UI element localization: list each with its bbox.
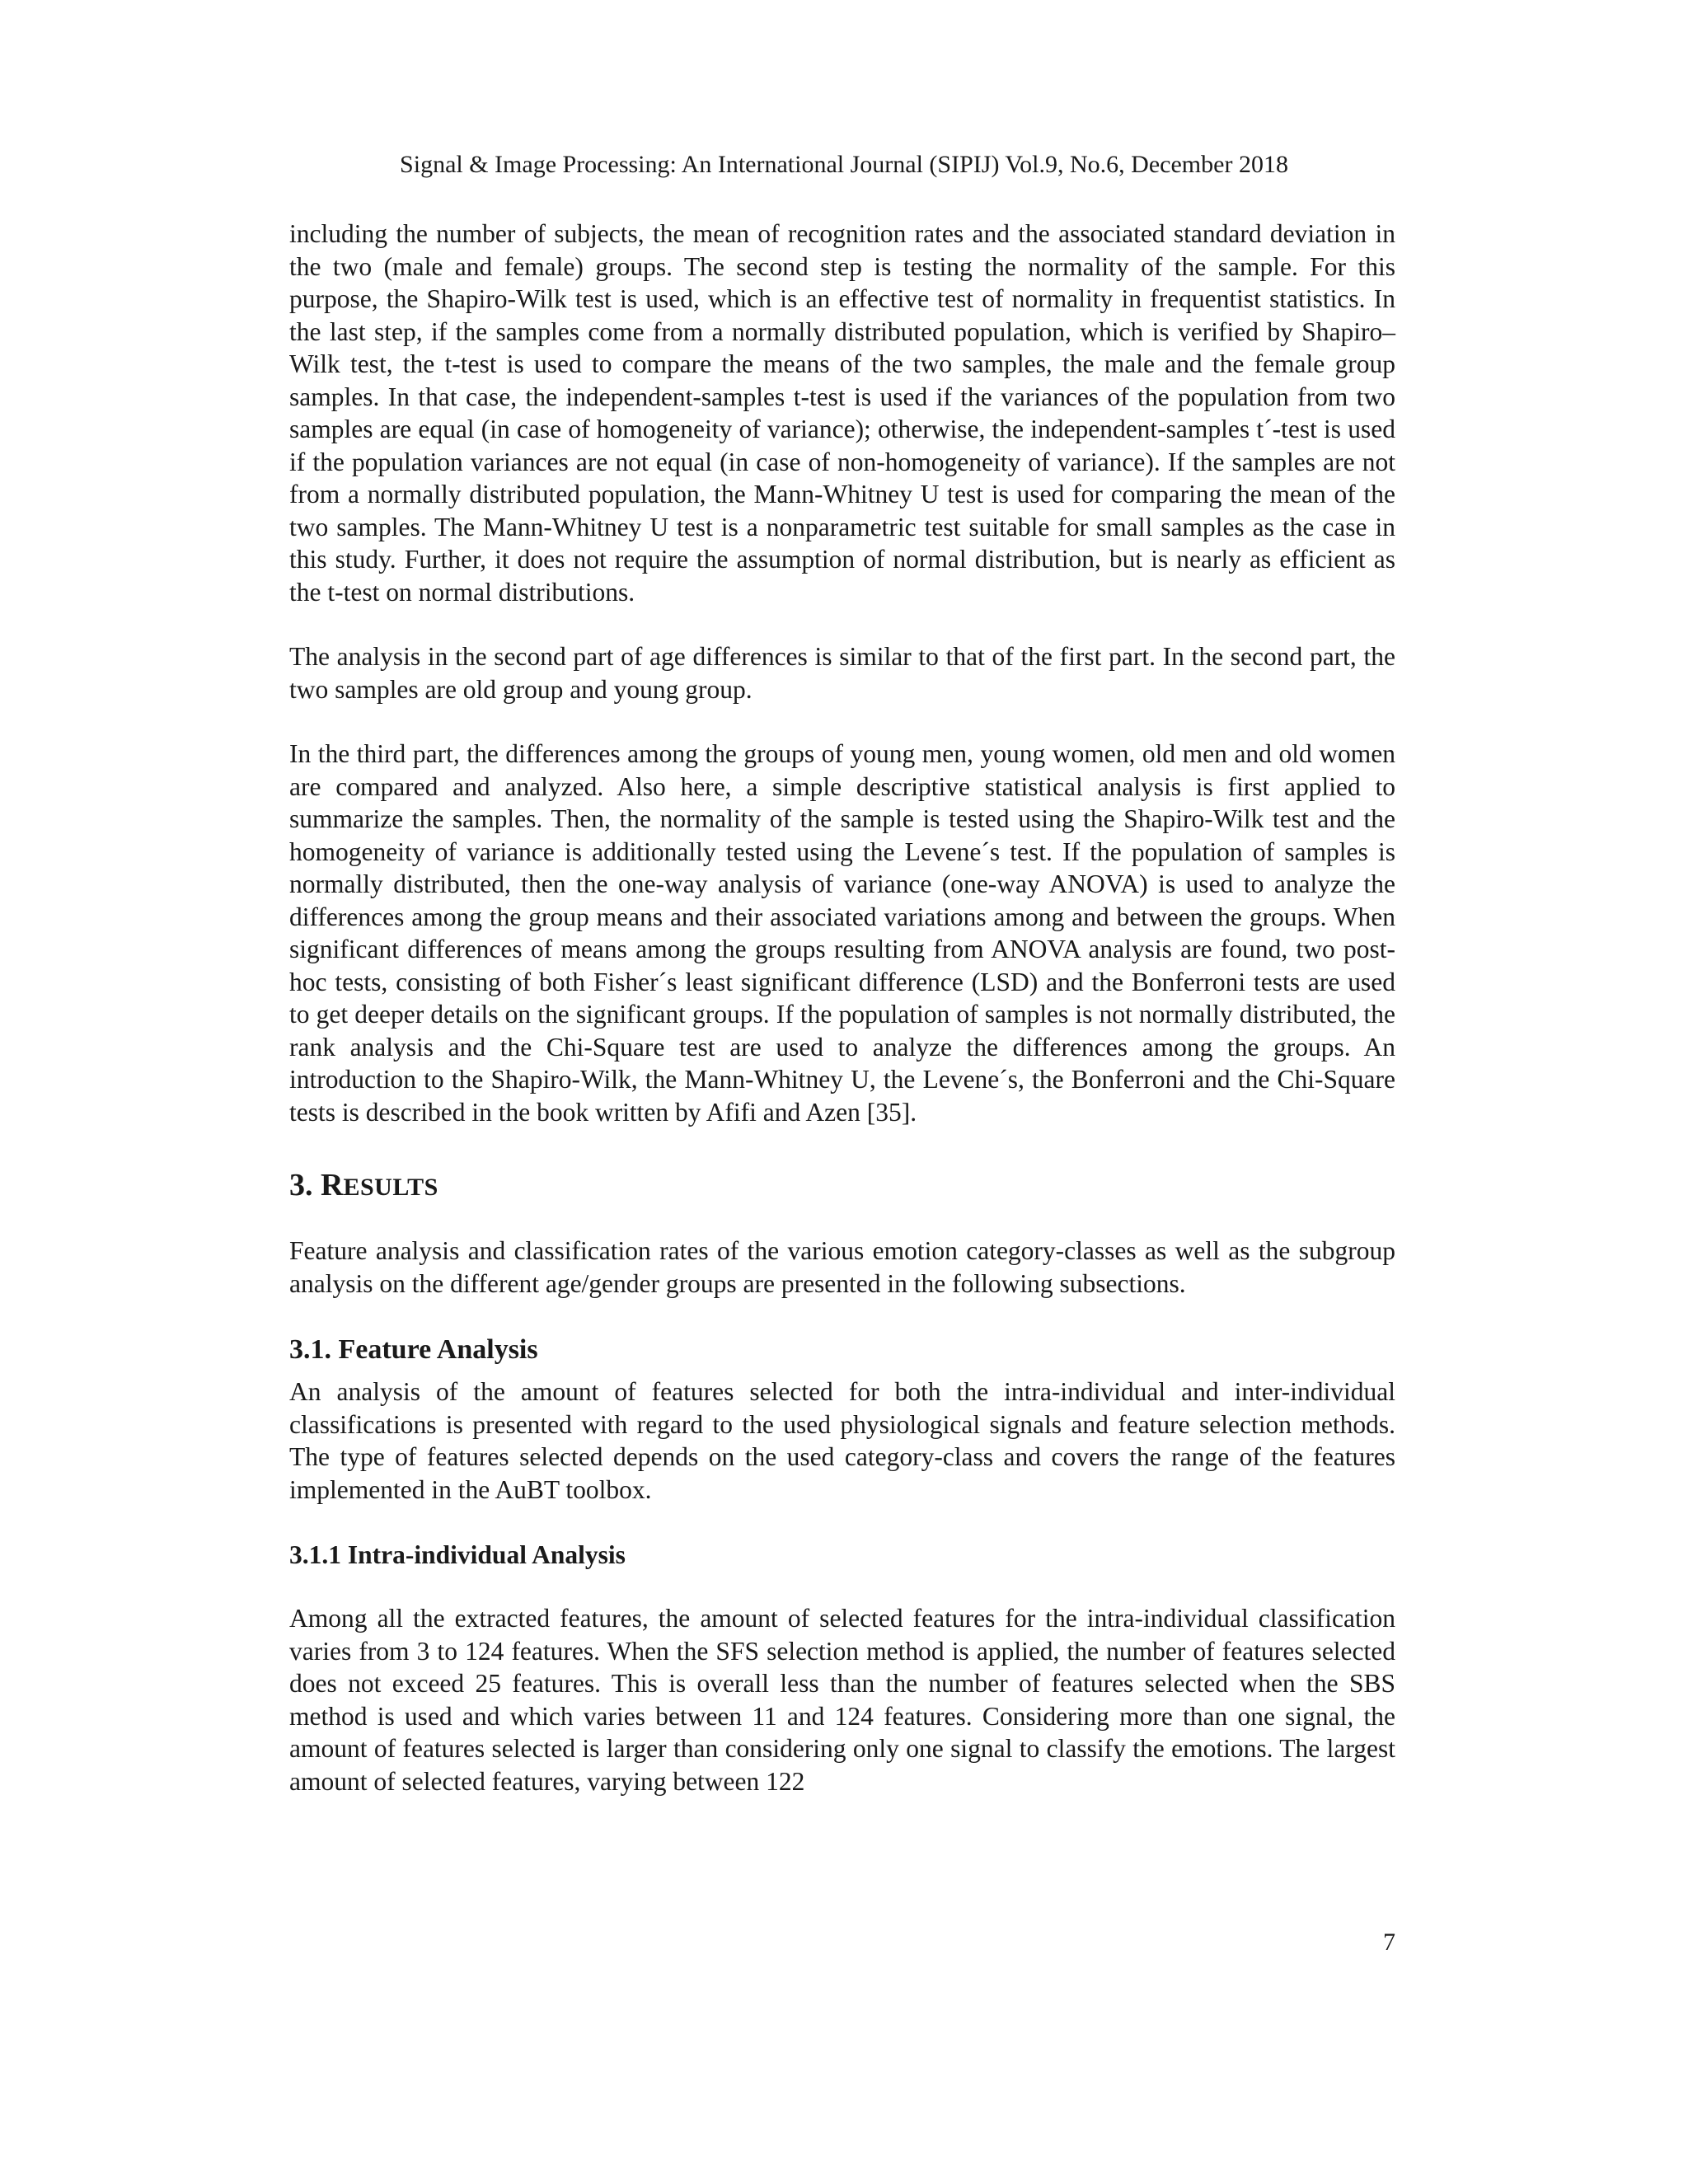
paragraph-age-analysis: The analysis in the second part of age differences is similar to that of the first part. In the second part, the two samples are old group and young group. xyxy=(289,642,1395,704)
paragraph-methods-continued: including the number of subjects, the mean of recognition rates and the associated standard deviation in the two (male and female) groups. The second step is testing the normality of the sample. For this purpose, the Shapiro-Wilk test is used, which is an effective test of normality in frequentist statistics. In the last step, if the samples come from a normally distributed population, which is verified by Shapiro–Wilk test, the t-test is used to compare the means of the two samples, the male and the female group samples. In that case, the independent-samples t-test is used if the variances of the population from two samples are equal (in case of homogeneity of variance); otherwise, the independent-samples t´-test is used if the population variances are not equal (in case of non-homogeneity of variance). If the samples are not from a normally distributed population, the Mann-Whitney U test is used for comparing the mean of the two samples. The Mann-Whitney U test is a nonparametric test suitable for small samples as the case in this study. Further, it does not require the assumption of normal distribution, but is nearly as efficient as the t-test on normal distributions. xyxy=(289,219,1395,607)
paragraph-feature-analysis: An analysis of the amount of features selected for both the intra-individual and inter-individual classifications is presented with regard to the used physiological signals and feature selection methods. The type of features selected depends on the used category-class and covers the range of the features implemented in the AuBT toolbox. xyxy=(289,1377,1395,1504)
subsubsection-heading-intra-individual: 3.1.1 Intra-individual Analysis xyxy=(289,1540,626,1569)
paragraph-results-intro: Feature analysis and classification rates of the various emotion category-classes as well as the subgroup analysis on the different age/gender groups are presented in the following subsections. xyxy=(289,1236,1395,1298)
section-heading-results xyxy=(289,1166,1395,1207)
section-title-initial: R xyxy=(321,1168,344,1202)
running-header: Signal & Image Processing: An International Journal (SIPIJ) Vol.9, No.6, December 2018 xyxy=(400,151,1288,178)
paragraph-group-analysis: In the third part, the differences among the groups of young men, young women, old men and old women are compared and analyzed. Also here, a simple descriptive statistical analysis is first applied to summarize the samples. Then, the normality of the sample is tested using the Shapiro-Wilk test and the homogeneity of variance is additionally tested using the Levene´s test. If the population of samples is normally distributed, then the one-way analysis of variance (one-way ANOVA) is used to analyze the differences among the group means and their associated variations among and between the groups. When significant differences of means among the groups resulting from ANOVA analysis are found, two post-hoc tests, consisting of both Fisher´s least significant difference (LSD) and the Bonferroni tests are used to get deeper details on the significant groups. If the population of samples is not normally distributed, the rank analysis and the Chi-Square test are used to analyze the differences among the groups. An introduction to the Shapiro-Wilk, the Mann-Whitney U, the Levene´s, the Bonferroni and the Chi-Square tests is described in the book written by Afifi and Azen [35]. xyxy=(289,739,1395,1127)
page-number: 7 xyxy=(1383,1929,1395,1956)
subsection-heading-feature-analysis: 3.1. Feature Analysis xyxy=(289,1334,538,1365)
section-title-rest: ESULTS xyxy=(343,1174,438,1201)
paragraph-intra-individual: Among all the extracted features, the amount of selected features for the intra-individual classification varies from 3 to 124 features. When the SFS selection method is applied, the number of features selected does not exceed 25 features. This is overall less than the number of features selected when the SBS method is used and which varies between 11 and 124 features. Considering more than one signal, the amount of features selected is larger than considering only one signal to classify the emotions. The largest amount of selected features, varying between 122 xyxy=(289,1604,1395,1796)
page-body xyxy=(289,218,1395,1797)
section-number: 3. xyxy=(289,1168,313,1202)
